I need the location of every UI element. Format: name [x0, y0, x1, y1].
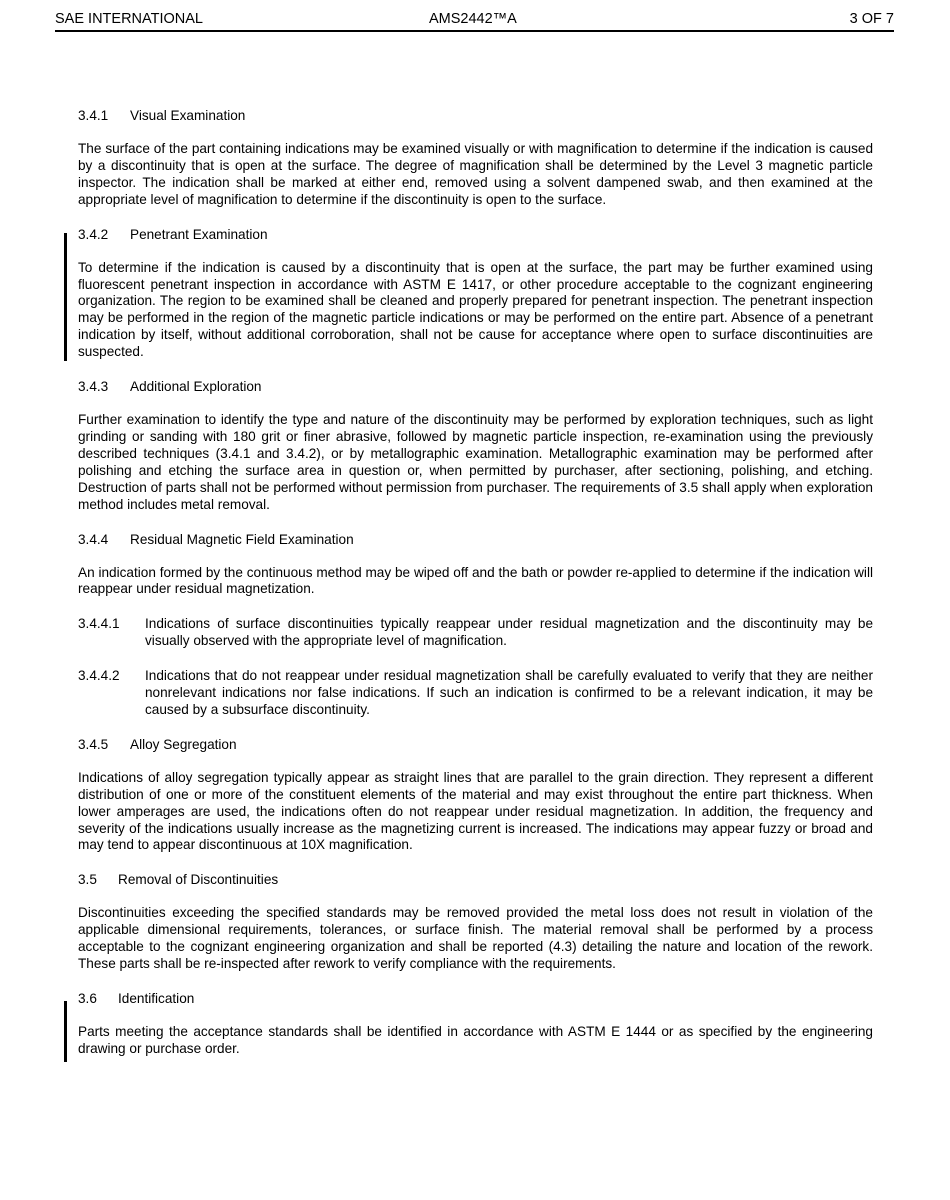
- section-title: Identification: [118, 991, 195, 1006]
- section-heading-3-4-2: [78, 227, 873, 245]
- subsection-number: 3.4.4.1: [78, 616, 120, 632]
- document-number: AMS2442™A: [429, 11, 517, 27]
- section-heading-3-4-4: [78, 532, 873, 550]
- section-paragraph-3-4-4: An indication formed by the continuous method may be wiped off and the bath or powder re-applied to determine if the indication will reappear under residual magnetization.: [78, 564, 873, 597]
- section-title: Additional Exploration: [130, 379, 262, 395]
- section-title: Visual Examination: [130, 108, 246, 123]
- subsection-3-4-4-1: [78, 616, 873, 650]
- page-number: 3 OF 7: [849, 11, 894, 27]
- section-title: Penetrant Examination: [130, 226, 268, 242]
- document-body: [78, 108, 873, 1076]
- change-bar-3-4-2: [64, 233, 67, 361]
- section-title: Removal of Discontinuities: [118, 872, 279, 888]
- subsection-3-4-4-2: [78, 668, 873, 719]
- section-number: 3.6: [78, 991, 97, 1006]
- section-heading-3-4-3: [78, 379, 873, 397]
- section-number: 3.4.5: [78, 736, 109, 752]
- subsection-number: 3.4.4.2: [78, 668, 120, 684]
- publisher-name: SAE INTERNATIONAL: [55, 11, 203, 27]
- section-number: 3.4.3: [78, 379, 109, 395]
- section-heading-3-5: [78, 872, 873, 890]
- section-paragraph-3-6: Parts meeting the acceptance standards shall be identified in accordance with ASTM E 1444 or as specified by the engineering drawing or purchase order.: [78, 1024, 873, 1056]
- section-paragraph-3-4-5: Indications of alloy segregation typically appear as straight lines that are parallel to the grain direction. They represent a different distribution of one or more of the constituent elements of the material and may exist throughout the entire part thickness. When lower amperages are used, the indications often do not reappear under residual magnetization. In addition, the frequency and severity of the indications usually increase as the magnetizing current is increased. The indications may appear fuzzy or broad and may tend to appear discontinuous at 10X magnification.: [78, 769, 873, 853]
- section-heading-3-6: [78, 991, 873, 1009]
- section-number: 3.4.4: [78, 531, 109, 547]
- section-paragraph-3-4-1: The surface of the part containing indications may be examined visually or with magnification to determine if the indication is caused by a discontinuity that is open at the surface. The degree of magnification shall be determined by the Level 3 magnetic particle inspector. The indication shall be marked at either end, removed using a solvent dampened swab, and then examined at the appropriate level of magnification to determine if the discontinuity is open to the surface.: [78, 141, 873, 207]
- section-title: Residual Magnetic Field Examination: [130, 531, 354, 547]
- section-heading-3-4-5: [78, 737, 873, 755]
- page-header: [55, 10, 894, 32]
- section-paragraph-3-5: Discontinuities exceeding the specified standards may be removed provided the metal loss does not result in violation of the applicable dimensional requirements, tolerances, or surface finish. The material removal shall be performed by a process acceptable to the cognizant engineering organization and shall be reported (4.3) detailing the nature and location of the rework. These parts shall be re-inspected after rework to verify compliance with the requirements.: [78, 905, 873, 972]
- section-paragraph-3-4-2: To determine if the indication is caused by a discontinuity that is open at the surface, the part may be further examined using fluorescent penetrant inspection in accordance with ASTM E 1417, or other procedure acceptable to the cognizant engineering organization. The region to be examined shall be cleaned and properly prepared for penetrant inspection. The penetrant inspection may be performed in the region of the magnetic particle indications or may be performed on the entire part. Absence of a penetrant indication by itself, without additional corroboration, shall not be cause for acceptance where open to surface discontinuities are suspected.: [78, 259, 873, 360]
- section-paragraph-3-4-3: Further examination to identify the type and nature of the discontinuity may be performed by exploration techniques, such as light grinding or sanding with 180 grit or finer abrasive, followed by magnetic particle inspection, re-examination using the previously described techniques (3.4.1 and 3.4.2), or by metallographic examination. Metallographic examination may be performed after polishing and etching the surface area in question or, when permitted by purchaser, after sectioning, polishing, and etching. Destruction of parts shall not be performed without permission from purchaser. The requirements of 3.5 shall apply when exploration method includes metal removal.: [78, 412, 873, 512]
- change-bar-3-6: [64, 1001, 67, 1062]
- section-number: 3.4.1: [78, 108, 109, 123]
- section-title: Alloy Segregation: [130, 736, 237, 752]
- subsection-text: Indications that do not reappear under residual magnetization shall be carefully evaluated to verify that they are neither nonrelevant indications nor false indications. If such an indication is confirmed to be a relevant indication, it may be caused by a subsurface discontinuity.: [145, 668, 873, 717]
- subsection-text: Indications of surface discontinuities typically reappear under residual magnetization and the discontinuity may be visually observed with the appropriate level of magnification.: [145, 616, 873, 649]
- section-number: 3.5: [78, 872, 97, 888]
- section-heading-3-4-1: [78, 108, 873, 126]
- section-number: 3.4.2: [78, 226, 109, 242]
